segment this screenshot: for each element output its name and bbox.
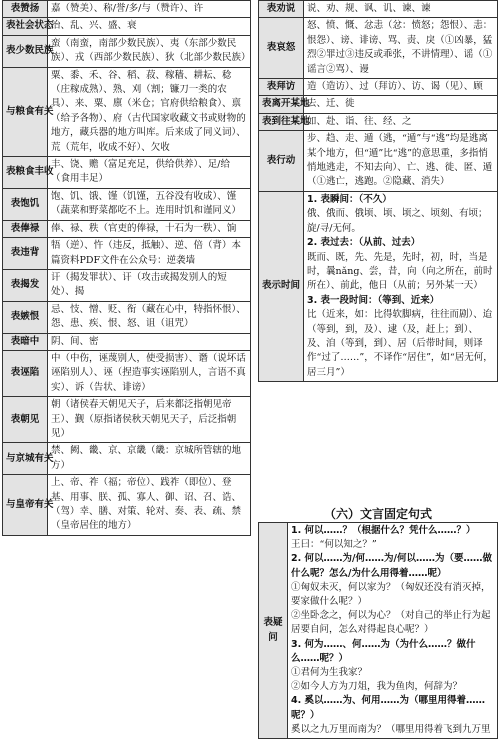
category-label: 表哀怒 (259, 18, 304, 79)
vocab-row (3, 188, 251, 220)
category-content: 牾（逆）、忤（违反，抵触）、逆、倍（背）本篇资料PDF文件在公众号：逆袭墙 (48, 238, 251, 270)
vocab-row (259, 96, 498, 113)
vocab-row (3, 220, 251, 237)
left-column (2, 0, 251, 536)
category-label: 表饱饥 (3, 188, 48, 220)
pattern-example: 王曰：“何以知之？” (291, 539, 377, 551)
vocab-row (3, 475, 251, 536)
vocab-row (259, 131, 498, 192)
category-content: 嘉（赞美）、称/誉/多/与（赞许）、许 (48, 1, 251, 18)
time-subheading: 1. 表瞬间：（不久） (307, 193, 392, 205)
category-label: 表行动 (259, 131, 304, 192)
vocab-row (259, 79, 498, 96)
vocab-row (3, 1, 251, 18)
right-vocab-table (258, 0, 498, 382)
vocab-row (3, 238, 251, 270)
vocab-row (259, 113, 498, 130)
category-content: 怒、愤、慨、忿恚（忿：愤怒；怨恨）、恚：恨怨）、谤、诽谤、骂、责、戾（①凶暴，猛烈②罪过③违反或乖张，不讲情理）、谣（①谣言②骂）、谩 (304, 18, 498, 79)
pattern-example: ①君何为生我家？ (291, 667, 368, 679)
category-content: 步、趋、走、遁（逃，“遁”与“逃”均是逃离某个地方，但“遁”比“逃”的意思重，多指悄悄地逃走，不知去向）、亡、逃、徙、匿、遁（①逃亡，逃跑。②隐藏、消失） (304, 131, 498, 192)
category-label: 表社会状态 (3, 18, 48, 35)
category-label: 表揭发 (3, 269, 48, 301)
vocab-row (3, 397, 251, 443)
category-label: 表赞扬 (3, 1, 48, 18)
category-label: 与京城有关 (3, 443, 48, 475)
category-content: 讦（揭发罪状）、讦（攻击或揭发别人的短处）、揭 (48, 269, 251, 301)
fixed-pattern-block (258, 522, 498, 739)
pattern-example: ②如今人方为刀俎，我为鱼肉，何辞为？ (291, 681, 463, 693)
pattern-heading: 1. 何以……？（根据什么？凭什么……？） (291, 525, 476, 536)
category-content: 忌、忮、憎、贬、衔（藏在心中，特指怀恨）、怨、患、疾、恨、怒、诅（诅咒） (48, 301, 251, 333)
category-content (304, 191, 498, 381)
pattern-heading: 2. 何以……为/何……为/何以……为（要……做什么呢？怎么/为什么用得着……呢） (291, 553, 492, 579)
section-title: （六）文言固定句式 (323, 507, 432, 521)
category-content: 朝（诸侯春天朝见天子，后来都泛指朝见帝王）、觐（原指诸侯秋天朝见天子，后泛指朝见） (48, 397, 251, 443)
vocab-row (3, 333, 251, 350)
category-content: 如、赴、诣、往、经、之 (304, 113, 498, 130)
time-words: 俄、俄而、俄顷、顷、顷之、顷刻、有顷；旋/寻/无何。 (307, 208, 488, 234)
category-content: 上、帝、祚（福；帝位）、践祚（即位）、登基、用事、朕、孤、寡人、御、诏、召、诰、（驾）幸、膳、对策、轮对、奏、表、疏、禁（皇帝居住的地方） (48, 475, 251, 536)
category-label: 与皇帝有关 (3, 475, 48, 536)
category-content: 俸、禄、秩（官吏的俸禄，十石为一秩）、饷 (48, 220, 251, 237)
time-words: 既而、既，先、先是，先时，初，时，当是时，曩nǎng、尝，昔，向（向之所在，前时所在）、前此，他日（从前；另外某一天） (307, 251, 493, 292)
category-content: 造（造访）、过（拜访）、访、谒（见）、顾 (304, 79, 498, 96)
category-content: 阴、间、密 (48, 333, 251, 350)
category-label: 表劝说 (259, 1, 304, 18)
category-content: 丰、饶、赡（富足充足，供给供养）、足/给（食用丰足） (48, 157, 251, 189)
category-label: 表诬陷 (3, 350, 48, 396)
vocab-row (259, 191, 498, 381)
vocab-row (3, 35, 251, 67)
category-content: 说、劝、规、讽、讥、谏、谏 (304, 1, 498, 18)
category-content: 饱、饥、饿、馑（饥馑，五谷没有收成）、馑（蔬菜和野菜都吃不上。连用时饥和谨同义） (48, 188, 251, 220)
category-content: 中（中伤，诬蔑别人，使受损害）、谮（说坏话诬陷别人）、诬（捏造事实诬陷别人，言语不真实）、诉（告状、诽谤） (48, 350, 251, 396)
pattern-example: ①匈奴未灭，何以家为？（匈奴还没有消灭掉，要家做什么呢？） (291, 581, 491, 608)
vocab-row (259, 18, 498, 79)
vocab-row (3, 67, 251, 156)
category-content: 蛮（南蛮，南部少数民族）、夷（东部少数民族）、戎（西部少数民族）、狄（北部少数民族） (48, 35, 251, 67)
category-content: 去、迁、徙 (304, 96, 498, 113)
category-label: 表粮食丰收 (3, 157, 48, 189)
category-label: 表俸禄 (3, 220, 48, 237)
time-subheading: 3. 表一段时间：（等到、近来） (307, 294, 440, 306)
category-label: 表离开某地 (259, 96, 304, 113)
pattern-heading: 3. 何为……、何……为（为什么……？做什么……呢？） (291, 638, 476, 664)
category-content: 粟、黍、禾、谷、稻、菽、稼穑、耕耘、稔（庄稼成熟）、熟、刈（割；镰刀一类的农具）、来、粟、廪（米仓；官府供给粮食）、禀（给予各物）、府（古代国家收藏文书或财物的地方，藏兵器的地方叫库。后来成了同义词）、荒（荒年，收成不好）、欠收 (48, 67, 251, 156)
left-vocab-table (2, 0, 251, 536)
category-label: 表少数民族 (3, 35, 48, 67)
fixed-pattern-body (288, 523, 498, 739)
fixed-pattern-label: 表疑问 (259, 523, 288, 739)
category-label: 表到往某地 (259, 113, 304, 130)
vocab-row (3, 443, 251, 475)
category-label: 表暗中 (3, 333, 48, 350)
category-content: 治、乱、兴、盛、衰 (48, 18, 251, 35)
category-content: 禁、阙、畿、京、京畿（畿：京城所管辖的地方） (48, 443, 251, 475)
category-label: 表示时间 (259, 191, 304, 381)
category-label: 与粮食有关 (3, 67, 48, 156)
vocab-row (3, 350, 251, 396)
fixed-pattern-row (259, 523, 498, 739)
vocab-row (3, 301, 251, 333)
pattern-heading: 4. 奚以……为、何用……为（哪里用得着……呢？） (291, 695, 486, 721)
vocab-row (3, 269, 251, 301)
pattern-example: ②坐卧念之，何以为心？（对自己的举止行为起居要自问，怎么对得起良心呢？） (291, 610, 491, 636)
category-label: 表拜访 (259, 79, 304, 96)
right-column (258, 0, 498, 382)
time-words: 比（近来，如：比得软脚病，往往而剧）、迨（等到，到，及）、逮（及，赶上；到）、及、洎（等到，到）、居（后带时间，则译作“过了……”，不译作“居住”，如“居无何，居三月”） (307, 309, 493, 378)
category-label: 表违背 (3, 238, 48, 270)
fixed-pattern-table (258, 522, 498, 739)
pattern-example: 奚以之九万里而南为？（哪里用得着飞到九万里 (291, 723, 491, 735)
category-label: 表朝见 (3, 397, 48, 443)
category-label: 表嫉恨 (3, 301, 48, 333)
vocab-row (3, 157, 251, 189)
vocab-row (259, 1, 498, 18)
vocab-row (3, 18, 251, 35)
time-subheading: 2. 表过去：（从前、过去） (307, 237, 421, 249)
